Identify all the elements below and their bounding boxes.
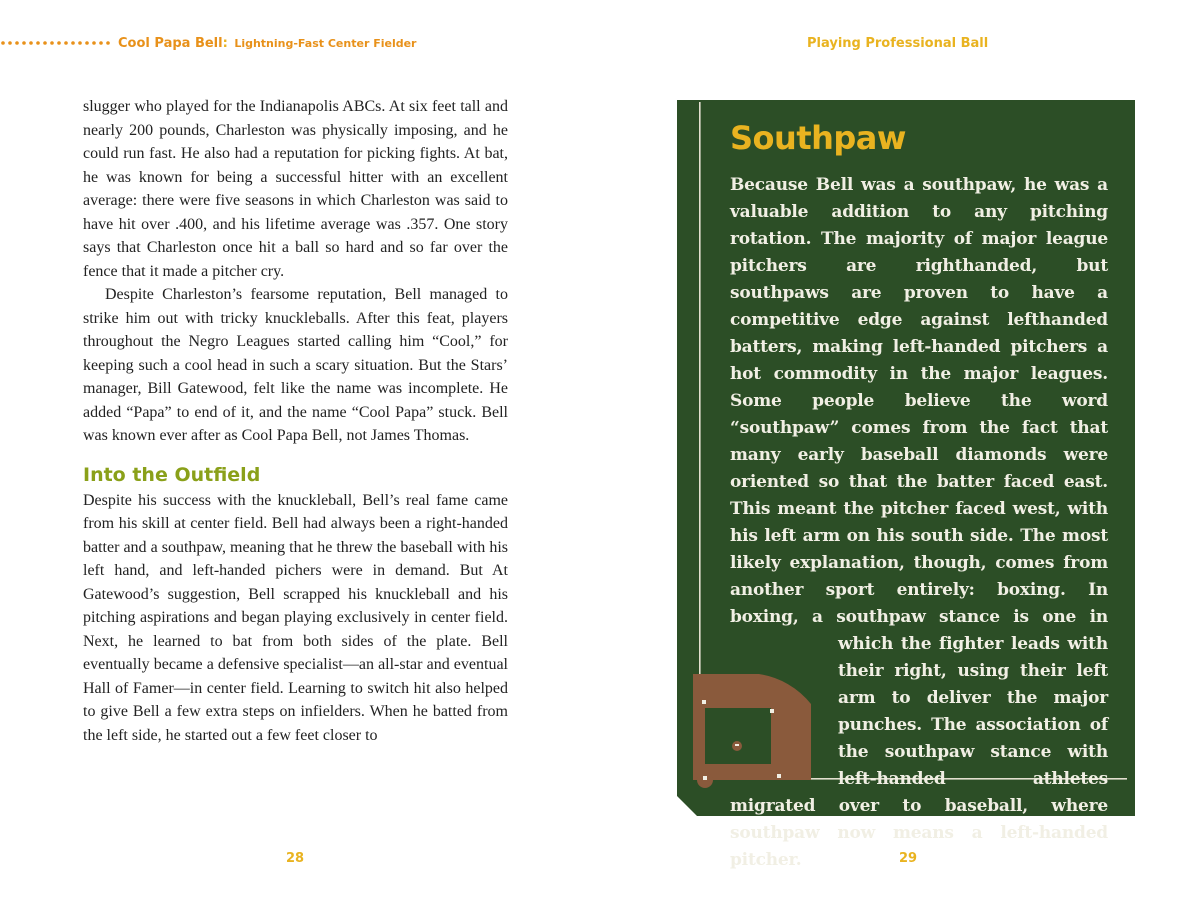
section-paragraph: Despite his success with the knuckleball, Bell’s real fame came from his skill at center field. Bell had always been a right-handed batter and a southpaw, meaning that he threw the baseball with his left hand, and left-handed pichers were in demand. But At Gatewood’s suggestion, Bell scrapped his knuckleball and his pitching aspirations and began playing exclusively in center field. Next, he learned to bat from both sides of the plate. Bell eventually became a defensive specialist—an all-star and eventual Hall of Famer—in center field. Learning to switch hit also helped to give Bell a few extra steps on infielders. When he batted from the left side, he started out a few feet closer to bbox=[83, 491, 508, 744]
left-body-text bbox=[83, 95, 508, 747]
decorative-dots bbox=[0, 37, 112, 49]
paragraph-2: Despite Charleston’s fearsome reputation, Bell managed to strike him out with tricky knuckleballs. After this feat, players throughout the Negro Leagues started calling him “Cool,” for keeping such a cool head in such a scary situation. But the Stars’ manager, Bill Gatewood, felt like the name was incomplete. He added “Papa” to end of it, and the name “Cool Papa” stuck. Bell was known ever after as Cool Papa Bell, not James Thomas. bbox=[83, 286, 508, 444]
page-number-left: 28 bbox=[286, 851, 305, 866]
sidebar-paragraph: Because Bell was a southpaw, he was a valuable addition to any pitching rotation. The majority of major league pitchers are righthanded, but southpaws are proven to have a competitive edge against lefthanded batters, making left-handed pitchers a hot commodity in the major leagues. Some people believe the word “southpaw” comes from the fact that many early baseball diamonds were oriented so that the batter faced east. This meant the pitcher faced west, with his left arm on his south side. The most likely explanation, though, comes from another sport entirely: boxing. In boxing, a southpaw stance is one in which the fighter leads with their right, using their left arm to deliver the major punches. The association of the southpaw stance with left-handed athletes migrated over to baseball, where southpaw now means a left-handed pitcher. bbox=[730, 175, 1108, 870]
paragraph-1: slugger who played for the Indianapolis ABCs. At six feet tall and nearly 200 pounds, Charleston was physically imposing, and he could run fast. He also had a reputation for picking fights. At bat, he was known for being a successful hitter with an excellent average: there were five seasons in which Charleston was said to have hit over .400, and his lifetime average was .357. One story says that Charleston once hit a ball so hard and so far over the fence that it made a pitcher cry. bbox=[83, 98, 508, 280]
page-number-right: 29 bbox=[899, 851, 918, 866]
section-heading: Into the Outfield bbox=[83, 463, 261, 486]
running-head-right: Playing Professional Ball bbox=[807, 36, 989, 51]
sidebar-text bbox=[730, 172, 1108, 874]
running-head-left bbox=[118, 36, 416, 51]
title-colon: : bbox=[222, 36, 228, 51]
book-subtitle: Lightning-Fast Center Fielder bbox=[234, 37, 417, 50]
book-title: Cool Papa Bell bbox=[118, 36, 223, 51]
sidebar-title: Southpaw bbox=[730, 119, 906, 157]
